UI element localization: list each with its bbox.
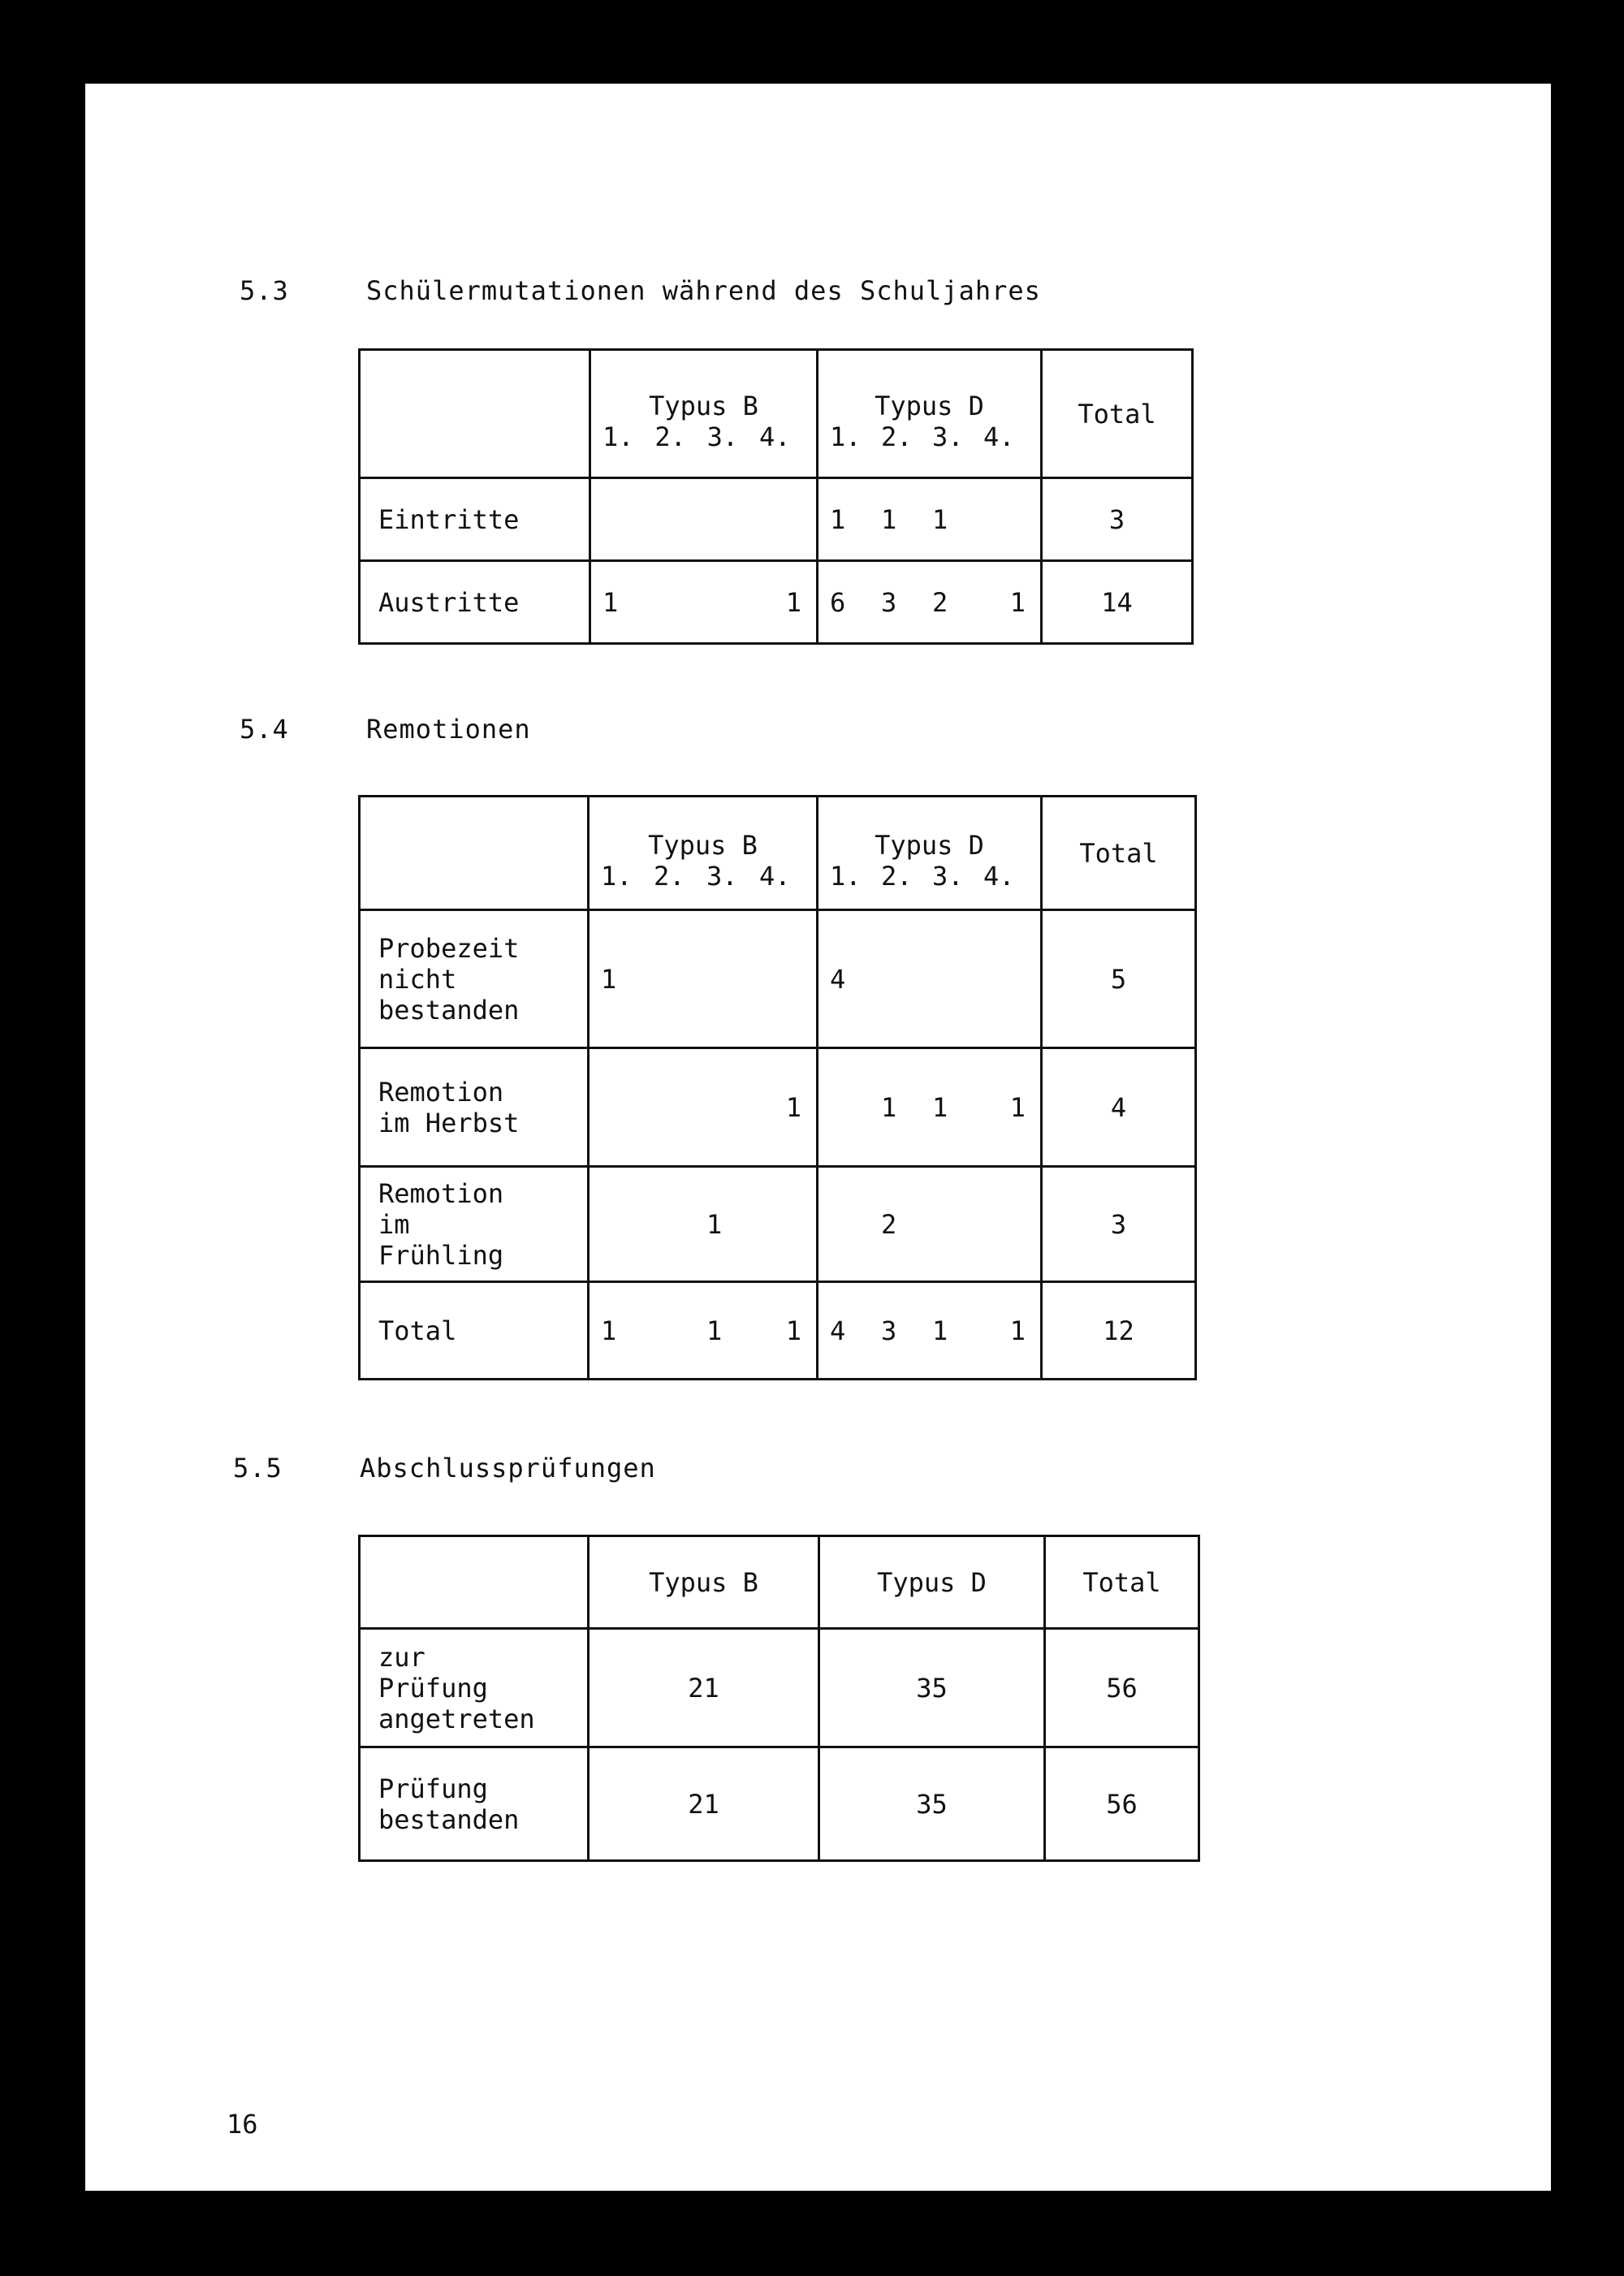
total-cell: 56	[1045, 1747, 1199, 1861]
corner-cell	[360, 1536, 589, 1629]
typus-d-cells: 4	[818, 910, 1042, 1048]
typus-b-cells: 1 1 1	[589, 1282, 818, 1380]
table-row	[360, 478, 1193, 561]
typus-b-cells: 1	[589, 910, 818, 1048]
table-row	[360, 1747, 1199, 1861]
total-cell: 5	[1042, 910, 1196, 1048]
row-label: Austritte	[360, 561, 590, 644]
table-row	[360, 910, 1196, 1048]
header-row	[360, 350, 1193, 478]
typus-b-cells: 1 1	[590, 561, 818, 644]
final-exams-table	[358, 1535, 1200, 1862]
typus-d-cell: 35	[819, 1747, 1045, 1861]
corner-cell	[360, 797, 589, 910]
page-number: 16	[227, 2109, 258, 2140]
header-typus-b: Typus B 1. 2. 3. 4.	[590, 350, 818, 478]
header-row	[360, 1536, 1199, 1629]
section-heading-5-4	[240, 714, 1214, 746]
remotions-table	[358, 795, 1197, 1380]
section-heading-5-3	[240, 275, 1214, 308]
header-typus-d: Typus D	[819, 1536, 1045, 1629]
header-typus-d: Typus D 1. 2. 3. 4.	[818, 350, 1042, 478]
header-typus-b: Typus B 1. 2. 3. 4.	[589, 797, 818, 910]
header-total: Total	[1042, 350, 1193, 478]
mutations-table	[358, 348, 1194, 645]
typus-d-cells: 2	[818, 1167, 1042, 1282]
row-label: Remotion im Herbst	[360, 1048, 589, 1167]
document-page	[85, 84, 1551, 2191]
total-cell: 4	[1042, 1048, 1196, 1167]
row-label: Probezeit nicht bestanden	[360, 910, 589, 1048]
typus-b-cells: 1	[589, 1167, 818, 1282]
section-title: Schülermutationen während des Schuljahres	[366, 275, 1041, 306]
total-cell: 12	[1042, 1282, 1196, 1380]
row-label: Prüfung bestanden	[360, 1747, 589, 1861]
row-label: Total	[360, 1282, 589, 1380]
table-row	[360, 1629, 1199, 1747]
corner-cell	[360, 350, 590, 478]
section-heading-5-5	[233, 1453, 1207, 1485]
total-cell: 3	[1042, 478, 1193, 561]
table-row	[360, 561, 1193, 644]
typus-b-cell: 21	[589, 1747, 819, 1861]
total-cell: 3	[1042, 1167, 1196, 1282]
section-number: 5.4	[240, 714, 289, 745]
header-typus-d: Typus D 1. 2. 3. 4.	[818, 797, 1042, 910]
header-typus-b: Typus B	[589, 1536, 819, 1629]
typus-b-cells	[590, 478, 818, 561]
row-label: Eintritte	[360, 478, 590, 561]
section-number: 5.3	[240, 275, 289, 306]
typus-b-cell: 21	[589, 1629, 819, 1747]
section-title: Abschlussprüfungen	[360, 1453, 656, 1484]
section-number: 5.5	[233, 1453, 283, 1484]
row-label: Remotion im Frühling	[360, 1167, 589, 1282]
total-cell: 56	[1045, 1629, 1199, 1747]
section-title: Remotionen	[366, 714, 531, 745]
typus-d-cells: 1 1 1	[818, 478, 1042, 561]
header-total: Total	[1042, 797, 1196, 910]
total-cell: 14	[1042, 561, 1193, 644]
typus-d-cell: 35	[819, 1629, 1045, 1747]
header-row	[360, 797, 1196, 910]
table-row	[360, 1282, 1196, 1380]
typus-b-cells: 1	[589, 1048, 818, 1167]
typus-d-cells: 6 3 2 1	[818, 561, 1042, 644]
header-total: Total	[1045, 1536, 1199, 1629]
table-row	[360, 1048, 1196, 1167]
table-row	[360, 1167, 1196, 1282]
row-label: zur Prüfung angetreten	[360, 1629, 589, 1747]
typus-d-cells: 1 1 1	[818, 1048, 1042, 1167]
typus-d-cells: 4 3 1 1	[818, 1282, 1042, 1380]
